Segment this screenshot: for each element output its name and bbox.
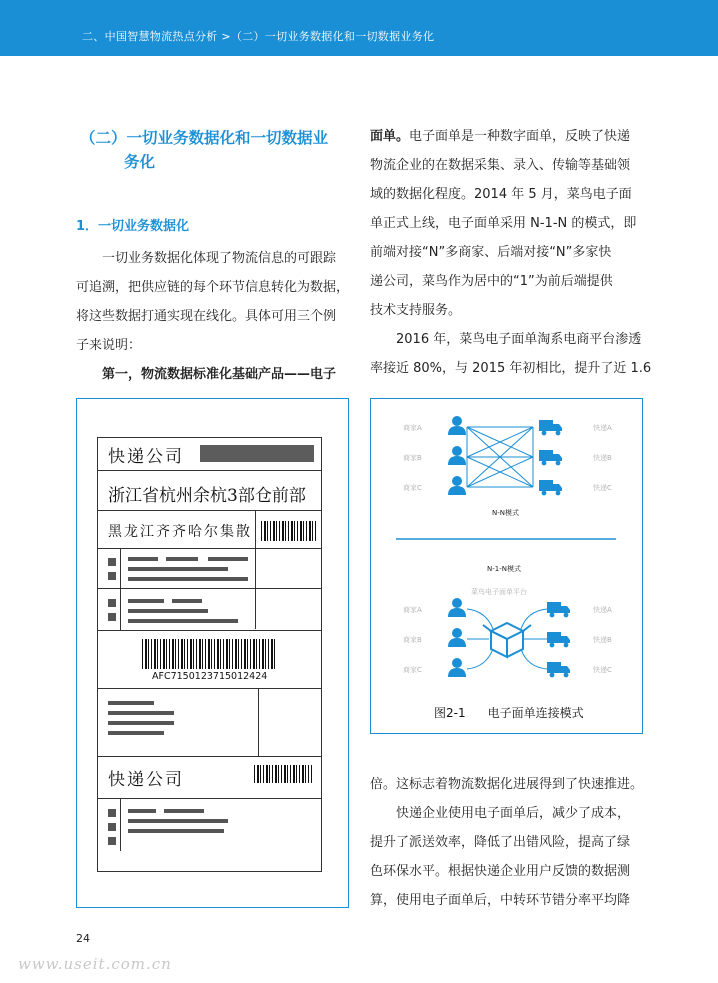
- destination-address: 浙江省杭州余杭3部仓前部: [108, 486, 306, 506]
- small-barcode: [254, 765, 312, 783]
- text-line: 算，使用电子面单后，中转环节错分率平均降: [370, 893, 631, 908]
- bold-lead-line: 第一，物流数据标准化基础产品——电子: [102, 367, 337, 382]
- courier-label: 快递A: [593, 424, 612, 432]
- n-n-connections: [467, 427, 533, 487]
- text-line: 一切业务数据化体现了物流信息的可跟踪: [102, 251, 337, 266]
- text-placeholder: [108, 711, 174, 715]
- text-line: 前端对接“N”多商家、后端对接“N”多家快: [370, 245, 612, 260]
- label-row-company: [98, 438, 321, 471]
- courier-company-name-bottom: 快递公司: [108, 770, 184, 790]
- figure-number: 图2-1: [434, 706, 466, 720]
- connection-diagram: [371, 399, 641, 699]
- text-placeholder: [108, 701, 154, 705]
- figure-title: 电子面单连接模式: [487, 706, 584, 720]
- text-placeholder: [128, 809, 156, 813]
- text-line: 倍。这标志着物流数据化进展得到了快速推进。: [370, 777, 644, 792]
- text-line: 色环保水平。根据快递企业用户反馈的数据测: [370, 864, 631, 879]
- tracking-number: AFC7150123715012424: [152, 671, 268, 682]
- connection-diagram-figure: [370, 398, 643, 734]
- text-placeholder: [128, 577, 248, 581]
- label-row-recipient: [98, 549, 321, 589]
- figure-caption: [434, 704, 606, 721]
- main-barcode: [142, 639, 277, 669]
- section-title-line2: 务化: [124, 153, 156, 171]
- courier-label: 快递C: [593, 666, 612, 674]
- text-placeholder: [128, 829, 224, 833]
- paragraph: [76, 244, 348, 360]
- cainiao-box-icon: [483, 623, 531, 657]
- text-line: 技术支持服务。: [370, 303, 462, 318]
- divider: [120, 589, 121, 631]
- label-row-company-bottom: [98, 757, 321, 799]
- label-row-sender: [98, 589, 321, 631]
- address-icon: [108, 837, 116, 845]
- merchant-label: 商家B: [403, 454, 422, 462]
- text-placeholder: [128, 567, 228, 571]
- small-barcode: [261, 521, 317, 541]
- text-placeholder: [108, 731, 164, 735]
- merchant-label: 商家C: [403, 666, 422, 674]
- text-placeholder: [108, 721, 174, 725]
- watermark: www.useit.com.cn: [18, 955, 172, 973]
- section-title: [76, 126, 348, 174]
- text-placeholder: [172, 599, 202, 603]
- sender-icon: [108, 599, 116, 607]
- divider: [120, 549, 121, 589]
- text-placeholder: [128, 609, 208, 613]
- text-placeholder: [164, 809, 204, 813]
- text-placeholder: [166, 557, 198, 561]
- truck-icons-top: [539, 420, 562, 495]
- redacted-block: [200, 445, 314, 462]
- truck-icons-bottom: [547, 602, 570, 677]
- text-line: 提升了派送效率，降低了出错风险，提高了绿: [370, 835, 631, 850]
- recipient-icon: [108, 558, 116, 566]
- label-row-route: [98, 511, 321, 549]
- text-line-rest: 电子面单是一种数字面单，反映了快递: [409, 129, 631, 144]
- merchant-label: 商家A: [403, 606, 422, 614]
- phone-icon: [108, 823, 116, 831]
- courier-company-name: 快递公司: [108, 447, 184, 467]
- text-line: 可追溯，把供应链的每个环节信息转化为数据，: [76, 280, 350, 295]
- text-line: 物流企业的在数据采集、录入、传输等基础领: [370, 158, 631, 173]
- shipping-label: [97, 437, 322, 872]
- page-number: 24: [76, 932, 90, 945]
- merchant-icons-top: [448, 416, 466, 495]
- divider: [258, 689, 259, 757]
- phone-icon: [108, 572, 116, 580]
- n-1-n-title: N-1-N模式: [487, 565, 521, 573]
- phone-icon: [108, 613, 116, 621]
- text-line: 率接近 80%，与 2015 年初相比，提升了近 1.6: [370, 361, 652, 376]
- merchant-icons-bottom: [448, 598, 466, 677]
- text-placeholder: [208, 557, 248, 561]
- courier-label: 快递C: [593, 484, 612, 492]
- platform-label: 菜鸟电子面单平台: [471, 588, 527, 596]
- courier-label: 快递B: [593, 454, 612, 462]
- label-row-info: [98, 689, 321, 757]
- text-line: 递公司，菜鸟作为居中的“1”为前后端提供: [370, 274, 613, 289]
- text-line: 2016 年，菜鸟电子面单淘系电商平台渗透: [396, 332, 642, 347]
- text-line: 单正式上线，电子面单采用 N-1-N 的模式，即: [370, 216, 637, 231]
- shipping-label-figure: [76, 398, 349, 908]
- text-line: 将这些数据打通实现在线化。具体可用三个例: [76, 309, 337, 324]
- n-n-caption: N-N模式: [492, 509, 519, 517]
- breadcrumb: 二、中国智慧物流热点分析 >（二）一切业务数据化和一切数据业务化: [82, 30, 435, 43]
- text-placeholder: [128, 599, 164, 603]
- label-row-barcode: [98, 631, 321, 689]
- courier-label: 快递A: [593, 606, 612, 614]
- recipient-icon: [108, 809, 116, 817]
- route-center: 黑龙江齐齐哈尔集散: [108, 524, 252, 540]
- text-placeholder: [128, 619, 238, 623]
- text-placeholder: [128, 557, 158, 561]
- text-placeholder: [128, 819, 228, 823]
- courier-label: 快递B: [593, 636, 612, 644]
- text-line: 域的数据化程度。2014 年 5 月，菜鸟电子面: [370, 187, 632, 202]
- merchant-label: 商家B: [403, 636, 422, 644]
- text-line: 子来说明：: [76, 338, 142, 353]
- divider: [255, 511, 256, 549]
- section-title-line1: （二）一切业务数据化和一切数据业: [80, 129, 329, 147]
- merchant-label: 商家A: [403, 424, 422, 432]
- label-row-recipient-bottom: [98, 799, 321, 873]
- divider: [120, 799, 121, 851]
- text-line-with-bold: [370, 122, 642, 151]
- text-line: 快递企业使用电子面单后，减少了成本，: [396, 806, 631, 821]
- right-column-bottom: [370, 770, 642, 915]
- left-column: [76, 122, 348, 389]
- bold-prefix: 面单。: [370, 129, 410, 144]
- label-row-address: [98, 471, 321, 511]
- right-column: [370, 122, 652, 383]
- merchant-label: 商家C: [403, 484, 422, 492]
- header-bar: [0, 0, 718, 56]
- subsection-title: 1．一切业务数据化: [76, 219, 190, 234]
